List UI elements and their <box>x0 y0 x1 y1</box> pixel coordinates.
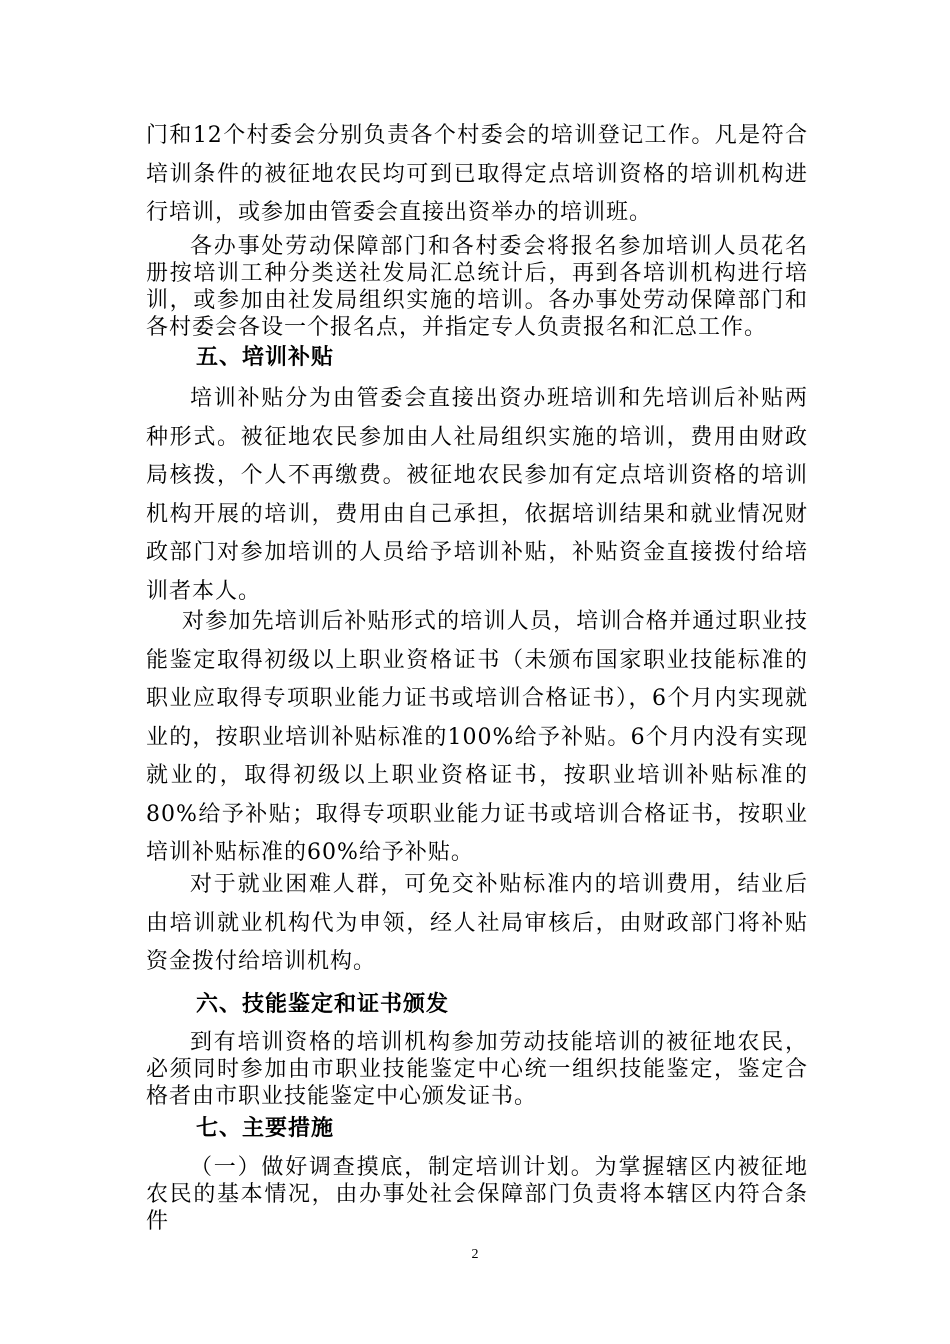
paragraph-enrollment: 各办事处劳动保障部门和各村委会将报名参加培训人员花名册按培训工种分类送社发局汇总统计后，再到各培训机构进行培训，或参加由社发局组织实施的培训。各办事处劳动保障部门和各村委会各设一个报名点，并指定专人负责报名和汇总工作。 <box>146 234 808 340</box>
heading-skill-certification: 六、技能鉴定和证书颁发 <box>196 992 450 1017</box>
paragraph-survey: （一）做好调查摸底，制定培训计划。为掌握辖区内被征地农民的基本情况，由办事处社会保障部门负责将本辖区内符合条件 <box>146 1155 808 1234</box>
heading-main-measures: 七、主要措施 <box>196 1116 335 1141</box>
paragraph-registration: 门和12个村委会分别负责各个村委会的培训登记工作。凡是符合培训条件的被征地农民均可到已取得定点培训资格的培训机构进行培训，或参加由管委会直接出资举办的培训班。 <box>146 123 808 225</box>
heading-training-subsidy: 五、培训补贴 <box>196 345 335 370</box>
paragraph-subsidy-forms: 培训补贴分为由管委会直接出资办班培训和先培训后补贴两种形式。被征地农民参加由人社局组织实施的培训，费用由财政局核拨，个人不再缴费。被征地农民参加有定点培训资格的培训机构开展的培训，费用由自己承担，依据培训结果和就业情况财政部门对参加培训的人员给予培训补贴，补贴资金直接拨付给培训者本人。 <box>146 386 808 604</box>
paragraph-subsidy-rates: 对参加先培训后补贴形式的培训人员，培训合格并通过职业技能鉴定取得初级以上职业资格证书（未颁布国家职业技能标准的职业应取得专项职业能力证书或培训合格证书），6个月内实现就业的，按职业培训补贴标准的100%给予补贴。6个月内没有实现就业的，取得初级以上职业资格证书，按职业培训补贴标准的80%给予补贴；取得专项职业能力证书或培训合格证书，按职业培训补贴标准的60%给予补贴。 <box>146 609 808 865</box>
paragraph-certification: 到有培训资格的培训机构参加劳动技能培训的被征地农民，必须同时参加由市职业技能鉴定中心统一组织技能鉴定，鉴定合格者由市职业技能鉴定中心颁发证书。 <box>146 1030 808 1109</box>
page-number: 2 <box>471 1247 479 1262</box>
paragraph-hardship-groups: 对于就业困难人群，可免交补贴标准内的培训费用，结业后由培训就业机构代为申领，经人社局审核后，由财政部门将补贴资金拨付给培训机构。 <box>146 872 808 974</box>
